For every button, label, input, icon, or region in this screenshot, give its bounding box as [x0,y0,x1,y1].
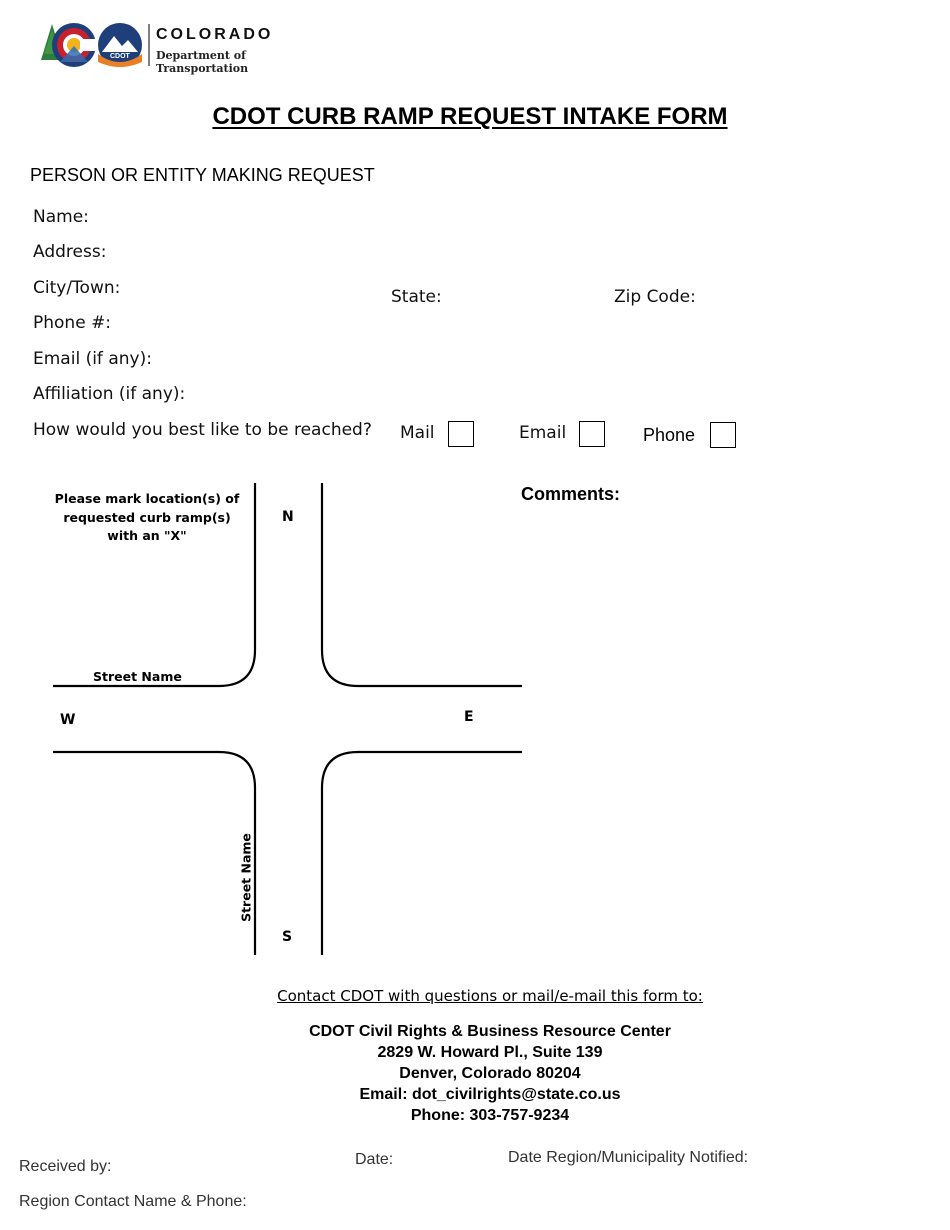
street-name-vertical: Street Name [238,833,254,922]
ne-curb-line [322,483,522,686]
section-heading: PERSON OR ENTITY MAKING REQUEST [30,165,375,185]
contact-address-block [0,1021,950,1126]
contact-email[interactable]: Email: dot_civilrights@state.co.us [359,1086,621,1103]
city-label: City/Town: [33,278,121,298]
logo-subtitle: Department of Transportation [156,49,249,75]
contact-org: CDOT Civil Rights & Business Resource Center [309,1023,671,1040]
state-label: State: [391,287,442,307]
date-label: Date: [355,1151,394,1168]
west-label: W [60,712,76,728]
email-label: Email (if any): [33,349,152,369]
contact-city: Denver, Colorado 80204 [399,1065,581,1082]
sw-curb-line [53,752,255,955]
logo-badge-text: CDOT [110,53,130,60]
mail-checkbox[interactable] [448,421,474,447]
form-title: CDOT CURB RAMP REQUEST INTAKE FORM [212,103,728,130]
comments-label: Comments: [521,484,621,504]
region-contact-label: Region Contact Name & Phone: [19,1193,247,1210]
contact-question-label: How would you best like to be reached? [33,420,372,440]
instruction-line-3: with an "X" [107,528,187,543]
cdot-logo [38,22,338,75]
contact-phone: Phone: 303-757-9234 [410,1107,570,1124]
north-label: N [282,509,294,525]
south-label: S [282,929,293,945]
affiliation-label: Affiliation (if any): [33,384,186,404]
zip-label: Zip Code: [614,287,696,307]
email-checkbox[interactable] [579,421,605,447]
contact-lead: Contact CDOT with questions or mail/e-mail this form to: [277,987,703,1005]
address-label: Address: [33,242,107,262]
east-label: E [464,709,474,725]
phone-checkbox[interactable] [710,422,736,448]
name-label: Name: [33,207,89,227]
date-notified-label: Date Region/Municipality Notified: [508,1149,749,1166]
street-name-horizontal: Street Name [93,669,182,684]
se-curb-line [322,752,522,955]
logo-wordmark: COLORADO [156,26,274,43]
instruction-line-1: Please mark location(s) of [54,491,240,506]
phone-option-label: Phone [643,425,696,445]
mail-option-label: Mail [400,423,435,443]
instruction-line-2: requested curb ramp(s) [63,509,231,525]
email-option-label: Email [519,423,567,443]
contact-street: 2829 W. Howard Pl., Suite 139 [377,1044,603,1061]
phone-label: Phone #: [33,313,112,333]
diagram-instruction [52,490,242,546]
received-by-label: Received by: [19,1158,112,1175]
